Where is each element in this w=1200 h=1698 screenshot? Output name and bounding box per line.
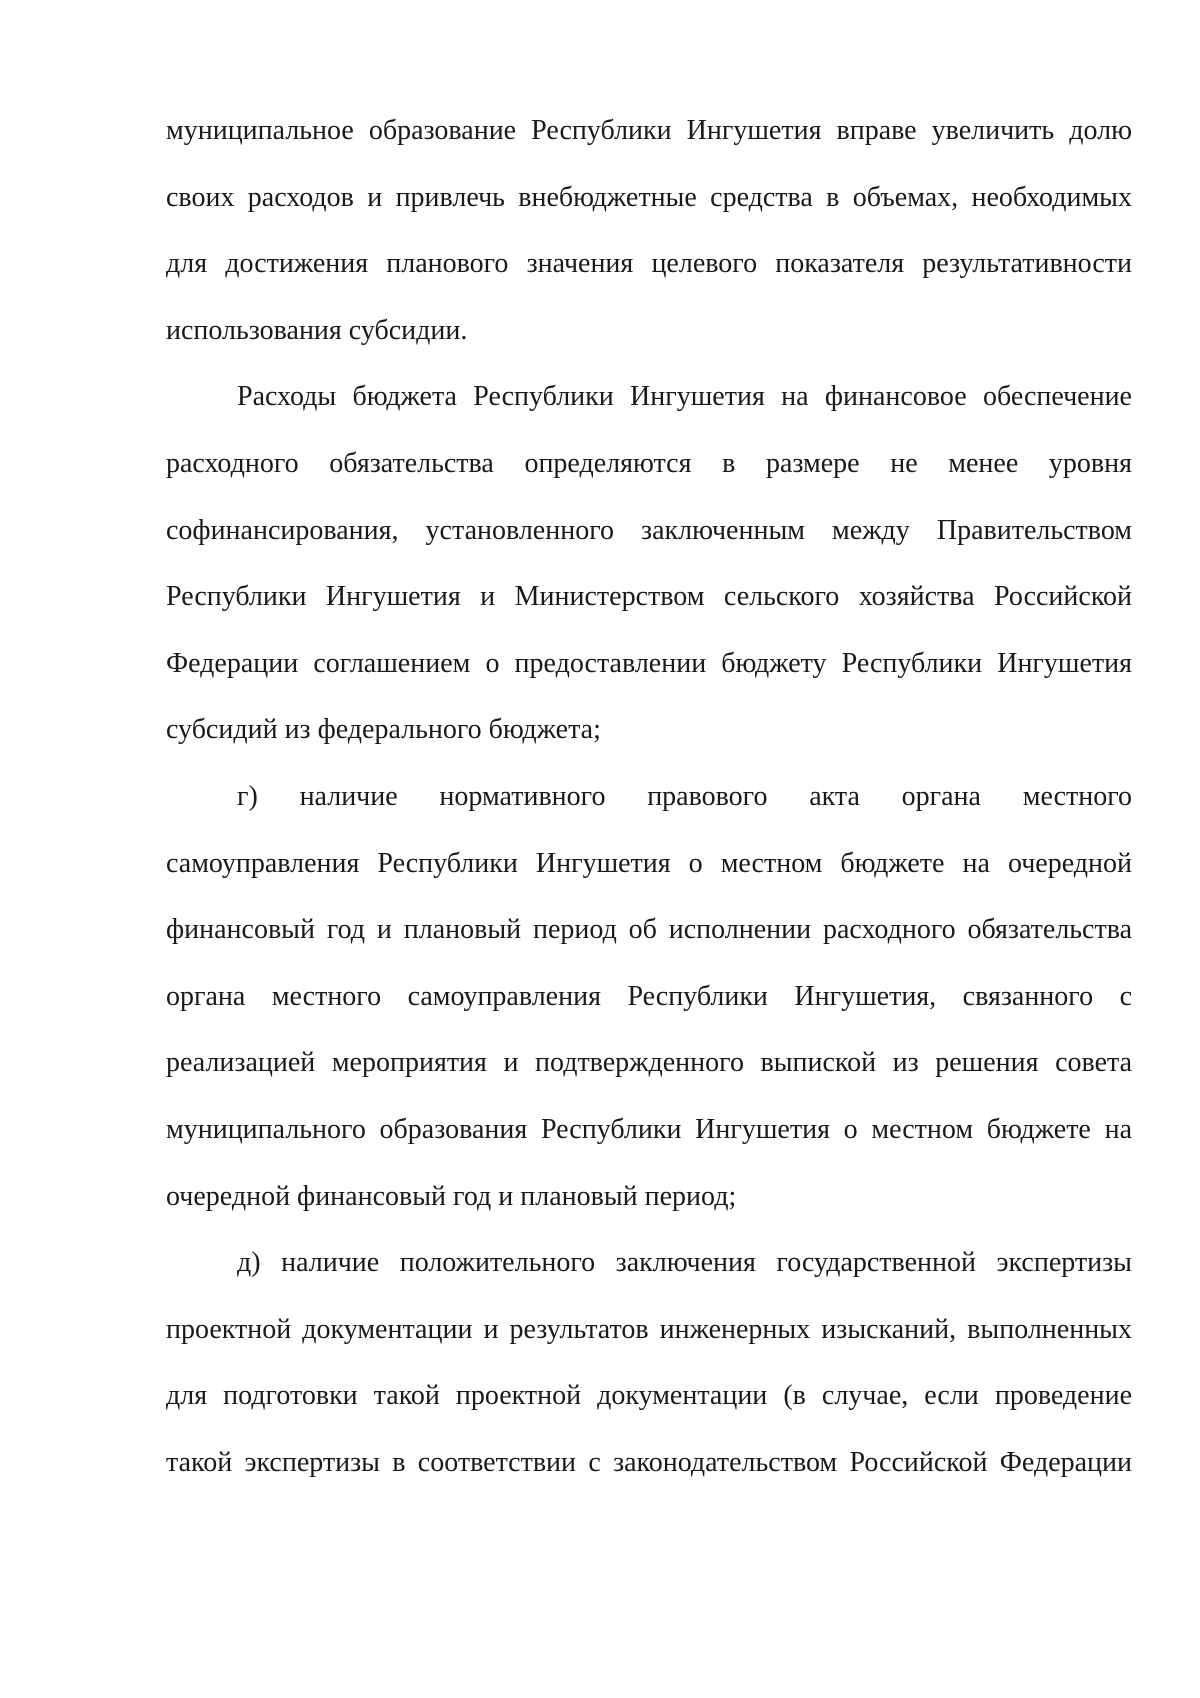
text-line: реализацией мероприятия и подтвержденного выпиской из решения совета (166, 1047, 1132, 1079)
text-line: очередной финансовый год и плановый период; (166, 1180, 737, 1212)
text-line: Республики Ингушетия и Министерством сельского хозяйства Российской (166, 581, 1132, 613)
text-line: Федерации соглашением о предоставлении бюджету Республики Ингушетия (166, 647, 1132, 679)
text-line: расходного обязательства определяются в размере не менее уровня (166, 447, 1132, 479)
text-line: такой экспертизы в соответствии с законодательством Российской Федерации (166, 1446, 1132, 1478)
paragraph-subsidy-expenses (166, 98, 1132, 364)
text-line: субсидий из федерального бюджета; (166, 714, 601, 746)
paragraph-item-d (166, 1230, 1132, 1496)
text-line: своих расходов и привлечь внебюджетные средства в объемах, необходимых (166, 181, 1132, 213)
text-line: муниципальное образование Республики Ингушетия вправе увеличить долю (166, 115, 1132, 146)
text-line: муниципального образования Республики Ингушетия о местном бюджете на (166, 1113, 1132, 1145)
paragraph-budget-expenses (166, 364, 1132, 764)
text-line: для достижения планового значения целевого показателя результативности (166, 248, 1132, 280)
text-line: софинансирования, установленного заключенным между Правительством (166, 514, 1132, 546)
text-line: самоуправления Республики Ингушетия о местном бюджете на очередной (166, 847, 1132, 879)
paragraph-item-g (166, 764, 1132, 1230)
text-line: г) наличие нормативного правового акта органа местного (237, 780, 1132, 812)
text-line: органа местного самоуправления Республики Ингушетия, связанного с (166, 980, 1132, 1012)
text-line: Расходы бюджета Республики Ингушетия на финансовое обеспечение (237, 381, 1132, 413)
text-line: проектной документации и результатов инженерных изысканий, выполненных (166, 1313, 1132, 1345)
text-line: использования субсидии. (166, 314, 468, 346)
text-line: финансовый год и плановый период об исполнении расходного обязательства (166, 914, 1132, 946)
text-line: для подготовки такой проектной документации (в случае, если проведение (166, 1380, 1132, 1412)
text-line: д) наличие положительного заключения государственной экспертизы (237, 1247, 1132, 1279)
document-body (166, 98, 1132, 1496)
